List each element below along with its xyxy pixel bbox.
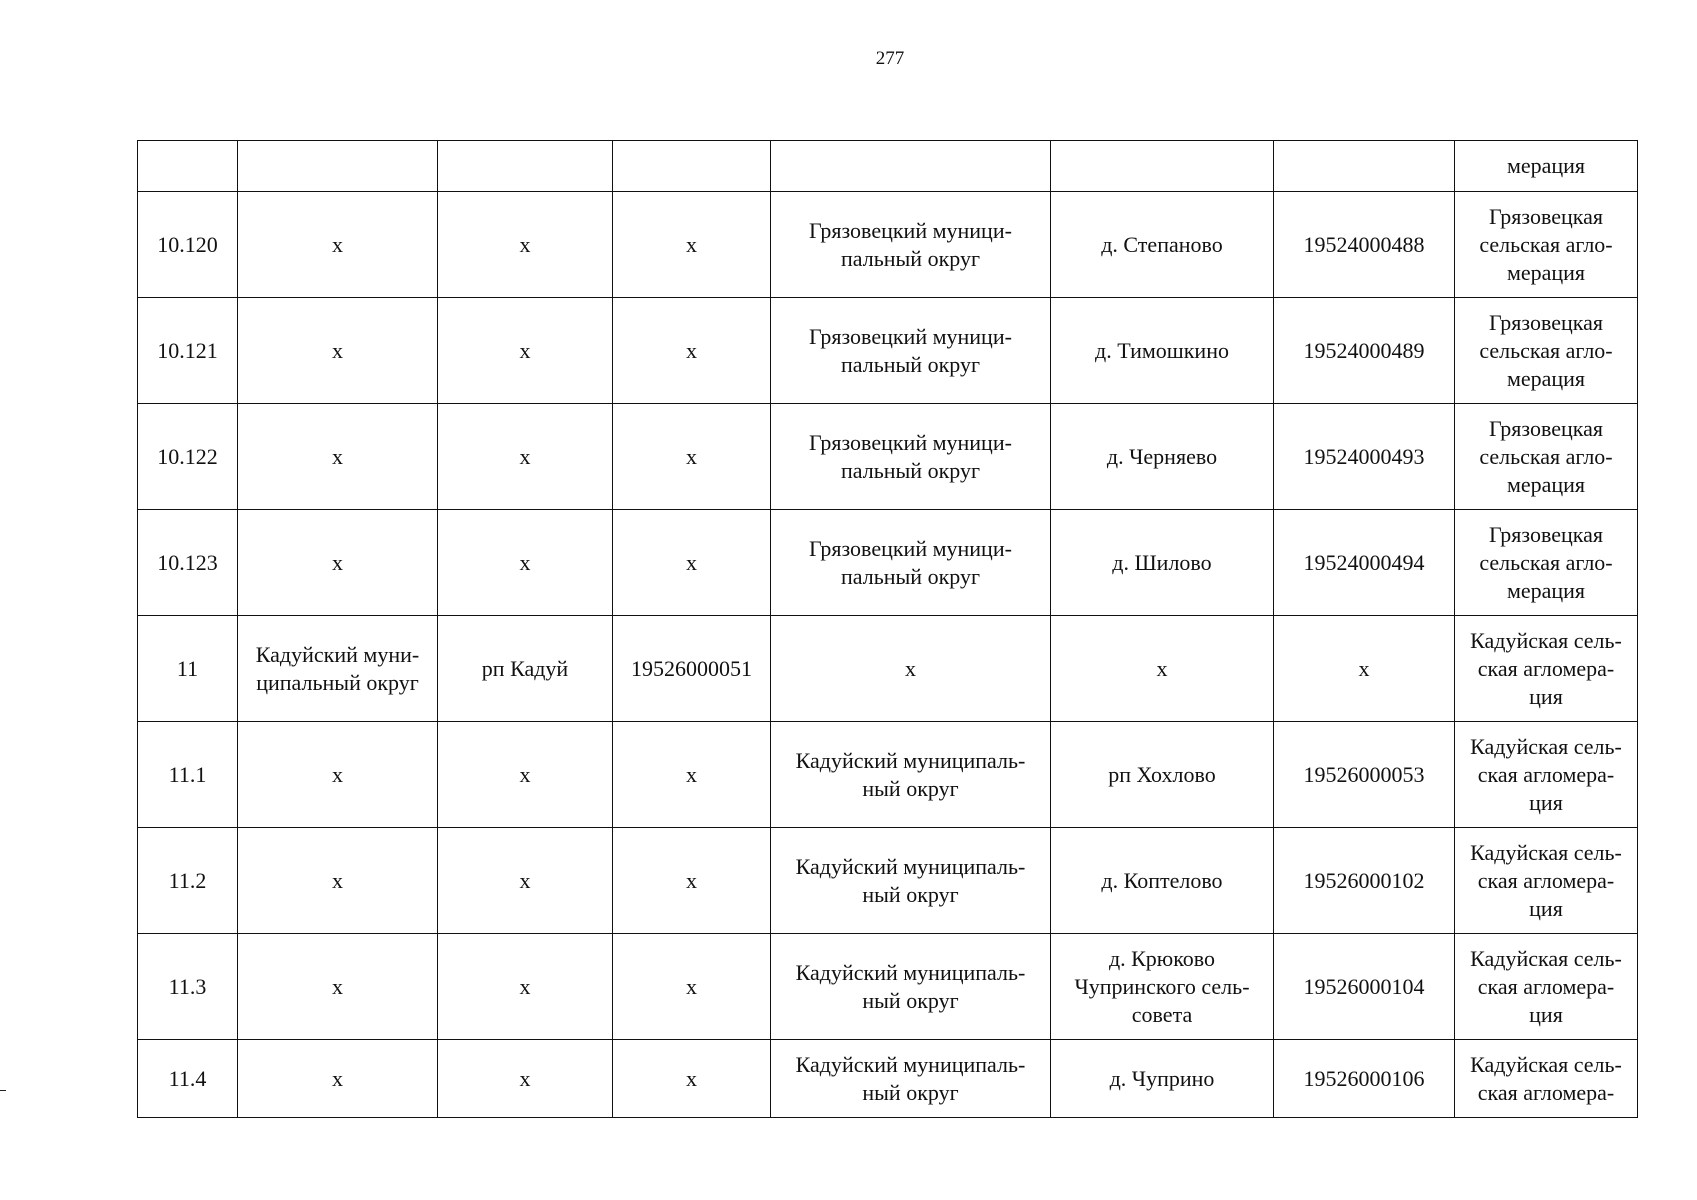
- municipal-okrug-cell: [771, 934, 1051, 1040]
- settlement-code-cell: [1274, 616, 1455, 722]
- cell-text: 19526000106: [1303, 1065, 1425, 1091]
- cell-text: 10.120: [157, 231, 218, 257]
- settlement-code-cell: [1274, 1040, 1455, 1118]
- district-cell: [238, 141, 438, 192]
- center-code-cell: [613, 298, 771, 404]
- cell-text: 11: [176, 655, 199, 681]
- cell-text: д. Черняево: [1106, 443, 1218, 469]
- cell-text: Кадуйская сель- ская агломера- ция: [1470, 733, 1622, 815]
- cell-text: Кадуйский муни- ципальный округ: [255, 641, 420, 695]
- row-number-cell: [138, 616, 238, 722]
- settlement-code-cell: [1274, 404, 1455, 510]
- cell-text: х: [332, 867, 343, 893]
- cell-text: х: [519, 1065, 531, 1091]
- cell-text: Кадуйский муниципаль- ный округ: [795, 747, 1026, 801]
- cell-text: Кадуйский муниципаль- ный округ: [795, 959, 1026, 1013]
- settlement-cell: [1051, 934, 1274, 1040]
- settlement-cell: [1051, 722, 1274, 828]
- cell-text: д. Коптелово: [1101, 867, 1223, 893]
- cell-text: Кадуйский муниципаль- ный округ: [795, 1051, 1026, 1105]
- agglomeration-cell: [1455, 141, 1638, 192]
- cell-text: Грязовецкий муници- пальный округ: [809, 323, 1012, 377]
- agglomeration-cell: [1455, 298, 1638, 404]
- district-cell: [238, 616, 438, 722]
- settlement-cell: [1051, 616, 1274, 722]
- cell-text: х: [686, 1065, 697, 1091]
- center-cell: [438, 722, 613, 828]
- row-number-cell: [138, 828, 238, 934]
- center-code-cell: [613, 1040, 771, 1118]
- cell-text: Грязовецкая сельская агло- мерация: [1479, 521, 1613, 603]
- municipal-okrug-cell: [771, 404, 1051, 510]
- cell-text: х: [519, 443, 531, 469]
- agglomeration-cell: [1455, 616, 1638, 722]
- cell-text: Грязовецкая сельская агло- мерация: [1479, 415, 1613, 497]
- agglomeration-cell: [1455, 192, 1638, 298]
- district-cell: [238, 1040, 438, 1118]
- table-row: [138, 404, 1638, 510]
- agglomeration-cell: [1455, 404, 1638, 510]
- row-number-cell: [138, 298, 238, 404]
- settlement-cell: [1051, 192, 1274, 298]
- district-cell: [238, 934, 438, 1040]
- settlement-code-cell: [1274, 141, 1455, 192]
- settlement-cell: [1051, 1040, 1274, 1118]
- cell-text: х: [686, 867, 697, 893]
- cell-text: д. Крюково Чупринского сель- совета: [1074, 945, 1250, 1027]
- cell-text: 19526000104: [1303, 973, 1425, 999]
- agglomeration-cell: [1455, 1040, 1638, 1118]
- table-row: [138, 510, 1638, 616]
- district-cell: [238, 510, 438, 616]
- table-row: [138, 934, 1638, 1040]
- cell-text: х: [519, 867, 531, 893]
- cell-text: Грязовецкий муници- пальный округ: [809, 217, 1012, 271]
- center-cell: [438, 828, 613, 934]
- cell-text: х: [686, 973, 697, 999]
- cell-text: д. Чуприно: [1109, 1065, 1215, 1091]
- cell-text: Грязовецкая сельская агло- мерация: [1479, 309, 1613, 391]
- cell-text: 10.122: [157, 443, 218, 469]
- table-row: [138, 1040, 1638, 1118]
- cell-text: 19526000102: [1303, 867, 1425, 893]
- cell-text: 11.1: [168, 761, 207, 787]
- center-code-cell: [613, 192, 771, 298]
- row-number-cell: [138, 722, 238, 828]
- municipal-okrug-cell: [771, 298, 1051, 404]
- cell-text: 19524000489: [1303, 337, 1425, 363]
- center-code-cell: [613, 722, 771, 828]
- settlement-cell: [1051, 141, 1274, 192]
- registry-table: [137, 140, 1638, 1118]
- cell-text: х: [1156, 655, 1168, 681]
- center-cell: [438, 616, 613, 722]
- settlement-code-cell: [1274, 828, 1455, 934]
- cell-text: 10.123: [157, 549, 218, 575]
- cell-text: Кадуйская сель- ская агломера- ция: [1470, 627, 1622, 709]
- settlement-cell: [1051, 298, 1274, 404]
- cell-text: д. Шилово: [1112, 549, 1212, 575]
- cell-text: х: [519, 549, 531, 575]
- table-row: [138, 298, 1638, 404]
- cell-text: 19524000494: [1303, 549, 1425, 575]
- municipal-okrug-cell: [771, 722, 1051, 828]
- agglomeration-cell: [1455, 722, 1638, 828]
- center-cell: [438, 298, 613, 404]
- cell-text: 19524000493: [1303, 443, 1425, 469]
- settlement-cell: [1051, 510, 1274, 616]
- municipal-okrug-cell: [771, 1040, 1051, 1118]
- table-row-continuation: [138, 141, 1638, 192]
- row-number-cell: [138, 141, 238, 192]
- cell-text: 10.121: [157, 337, 218, 363]
- center-cell: [438, 141, 613, 192]
- cell-text: х: [905, 655, 916, 681]
- row-number-cell: [138, 1040, 238, 1118]
- district-cell: [238, 722, 438, 828]
- settlement-code-cell: [1274, 934, 1455, 1040]
- agglomeration-cell: [1455, 828, 1638, 934]
- center-code-cell: [613, 510, 771, 616]
- cell-text: д. Степаново: [1101, 231, 1223, 257]
- cell-text: рп Хохлово: [1108, 761, 1216, 787]
- center-cell: [438, 192, 613, 298]
- center-code-cell: [613, 828, 771, 934]
- cell-text: Кадуйская сель- ская агломера-: [1470, 1051, 1622, 1105]
- district-cell: [238, 192, 438, 298]
- cell-text: мерация: [1506, 153, 1586, 178]
- municipal-okrug-cell: [771, 192, 1051, 298]
- agglomeration-cell: [1455, 510, 1638, 616]
- cell-text: х: [519, 973, 531, 999]
- cell-text: х: [332, 761, 343, 787]
- row-number-cell: [138, 510, 238, 616]
- cell-text: х: [332, 1065, 343, 1091]
- cell-text: Кадуйская сель- ская агломера- ция: [1470, 839, 1622, 921]
- cell-text: д. Тимошкино: [1095, 337, 1229, 363]
- cell-text: х: [686, 761, 697, 787]
- cell-text: х: [686, 231, 697, 257]
- settlement-code-cell: [1274, 192, 1455, 298]
- center-cell: [438, 934, 613, 1040]
- settlement-cell: [1051, 404, 1274, 510]
- cell-text: х: [686, 337, 697, 363]
- cell-text: х: [332, 443, 343, 469]
- cell-text: 11.2: [168, 867, 207, 893]
- municipal-okrug-cell: [771, 510, 1051, 616]
- cell-text: х: [332, 231, 343, 257]
- center-code-cell: [613, 404, 771, 510]
- cell-text: 11.4: [168, 1065, 207, 1091]
- table-row: [138, 616, 1638, 722]
- cell-text: Кадуйская сель- ская агломера- ция: [1470, 945, 1622, 1027]
- row-number-cell: [138, 404, 238, 510]
- cell-text: Кадуйский муниципаль- ный округ: [795, 853, 1026, 907]
- municipal-okrug-cell: [771, 828, 1051, 934]
- cell-text: х: [519, 231, 531, 257]
- cell-text: рп Кадуй: [481, 655, 569, 681]
- cell-text: х: [332, 973, 343, 999]
- cell-text: х: [686, 549, 697, 575]
- municipal-okrug-cell: [771, 141, 1051, 192]
- table-row: [138, 192, 1638, 298]
- agglomeration-cell: [1455, 934, 1638, 1040]
- settlement-code-cell: [1274, 298, 1455, 404]
- settlement-code-cell: [1274, 510, 1455, 616]
- table-row: [138, 828, 1638, 934]
- municipal-okrug-cell: [771, 616, 1051, 722]
- settlement-code-cell: [1274, 722, 1455, 828]
- center-cell: [438, 404, 613, 510]
- cell-text: х: [1358, 655, 1370, 681]
- table-row: [138, 722, 1638, 828]
- cell-text: х: [686, 443, 697, 469]
- district-cell: [238, 404, 438, 510]
- settlement-cell: [1051, 828, 1274, 934]
- center-code-cell: [613, 934, 771, 1040]
- cell-text: х: [332, 337, 343, 363]
- cell-text: 19524000488: [1303, 231, 1425, 257]
- center-cell: [438, 1040, 613, 1118]
- center-code-cell: [613, 616, 771, 722]
- cell-text: 19526000051: [631, 655, 752, 681]
- cell-text: 19526000053: [1303, 761, 1425, 787]
- cell-text: Грязовецкий муници- пальный округ: [809, 429, 1012, 483]
- cell-text: Грязовецкая сельская агло- мерация: [1479, 203, 1613, 285]
- center-cell: [438, 510, 613, 616]
- cell-text: х: [332, 549, 343, 575]
- district-cell: [238, 298, 438, 404]
- district-cell: [238, 828, 438, 934]
- cell-text: Грязовецкий муници- пальный округ: [809, 535, 1012, 589]
- cell-text: 11.3: [168, 973, 207, 999]
- cell-text: х: [519, 337, 531, 363]
- center-code-cell: [613, 141, 771, 192]
- row-number-cell: [138, 934, 238, 1040]
- margin-mark: [0, 1090, 6, 1091]
- table-body: [138, 141, 1638, 1118]
- page-number: 277: [875, 48, 905, 69]
- row-number-cell: [138, 192, 238, 298]
- cell-text: х: [519, 761, 531, 787]
